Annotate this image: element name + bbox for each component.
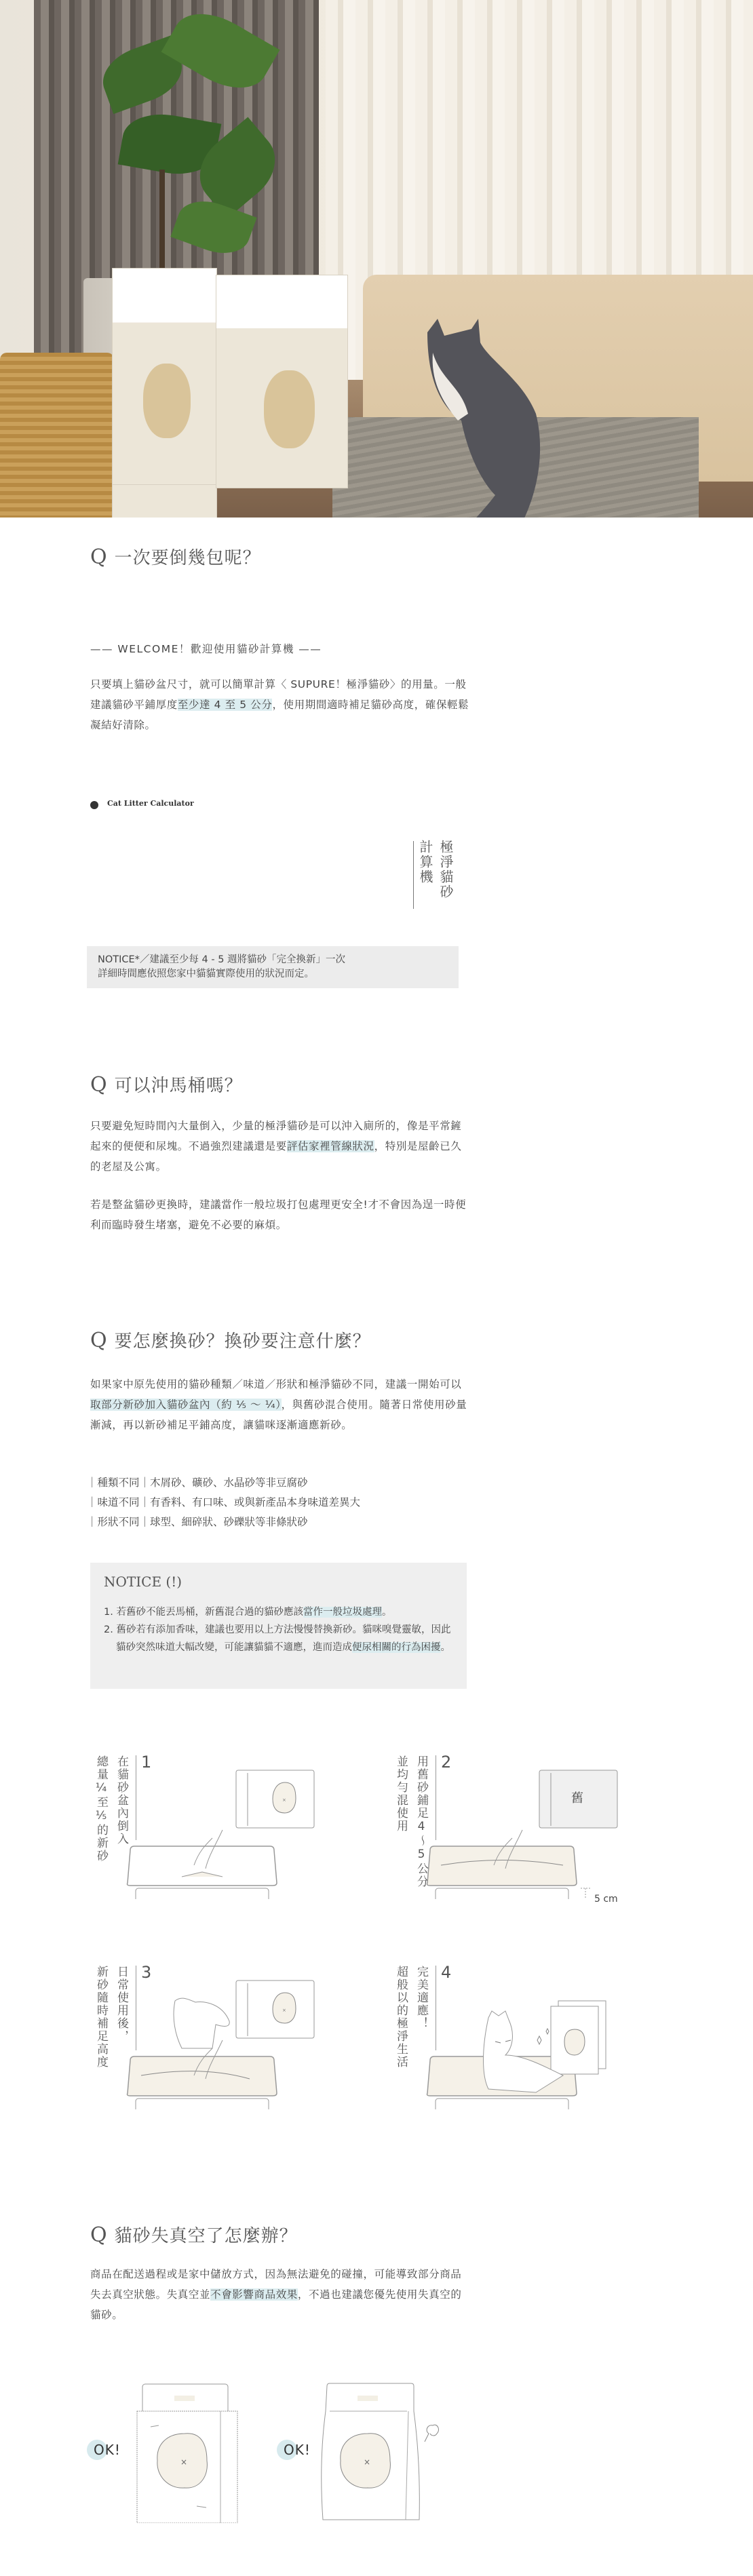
highlight-text: 不會影響商品效果 <box>210 2288 298 2301</box>
difference-list <box>87 1473 360 1532</box>
text: 只要避免短時間內大量倒入，少量的極淨貓砂是可以沖入廁所的，像是平常鏟起來的便便和尿塊。不過強烈建議還是要 <box>90 1120 462 1152</box>
question-text: 貓砂失真空了怎麼辦？ <box>114 2226 298 2246</box>
calculator-label: Cat Litter Calculator <box>107 799 194 808</box>
notice-title: NOTICE (!) <box>104 1574 182 1590</box>
question-text: 一次要倒幾包呢？ <box>114 548 261 568</box>
step-1 <box>87 1743 372 1899</box>
list-item <box>87 1493 360 1513</box>
measure-label: 5 cm <box>594 1894 618 1905</box>
text: 2. 舊砂若有添加香味，建議也要用以上方法慢慢替換新砂。貓咪嗅覺靈敏，因此貓砂突然味道大幅改變，可能讓貓貓不適應，進而造成 <box>104 1624 451 1653</box>
step-caption-1: 完美適應！ <box>414 1966 428 2030</box>
question-title <box>90 1072 243 1097</box>
question-title <box>90 1327 371 1352</box>
welcome-heading: —— WELCOME！歡迎使用貓砂計算機 —— <box>90 643 322 655</box>
step-caption-1: 在貓砂盆內倒入 <box>115 1755 128 1846</box>
text: 。 <box>381 1607 392 1618</box>
notice-line: NOTICE*／建議至少每 4 - 5 週將貓砂「完全換新」一次 <box>98 954 346 965</box>
step-caption-1: 用舊砂鋪足4〜5公分 <box>414 1755 428 1888</box>
label: ｜形狀不同｜ <box>87 1516 151 1528</box>
step-2 <box>387 1743 672 1905</box>
text: ，不過也建議您優先使用失真空的貓砂。 <box>90 2288 462 2321</box>
calculator-title-2: 計算機 <box>417 840 433 884</box>
q1-paragraph <box>90 674 470 735</box>
list-item <box>87 1513 360 1532</box>
ok-label: OK! <box>284 2442 311 2458</box>
svg-text:×: × <box>180 2457 188 2467</box>
text: 只要填上貓砂盆尺寸，就可以簡單計算〈 SUPURE！極淨貓砂〉的用量。一般建議貓砂平鋪厚度 <box>90 678 467 711</box>
highlight-text: 便尿相關的行為困擾 <box>352 1642 441 1653</box>
q-mark: Q <box>90 1329 108 1352</box>
q-mark: Q <box>90 2223 108 2247</box>
svg-text:×: × <box>282 2008 286 2013</box>
litter-box-illustration <box>387 1743 672 1899</box>
cat-photo <box>421 319 577 518</box>
step-caption-2: 並均勻混使用 <box>394 1755 408 1833</box>
step-number: 2 <box>441 1753 452 1772</box>
highlight-text: 取部分新砂加入貓砂盆內（約 ⅕ ～ ¼） <box>90 1399 282 1411</box>
woven-basket <box>0 353 114 518</box>
litter-box-illustration <box>87 1743 372 1899</box>
label: ｜味道不同｜ <box>87 1496 151 1508</box>
notice-item <box>104 1603 453 1621</box>
q3-paragraph <box>90 1374 470 1435</box>
step-caption-2: 超般以的極淨生活 <box>394 1966 408 2069</box>
q2-paragraph-2: 若是整盆貓砂更換時，建議當作一般垃圾打包處理更安全!才不會因為逞一時便利而臨時發生堵塞，避免不必要的麻煩。 <box>90 1198 467 1231</box>
question-title <box>90 544 261 569</box>
text: 。 <box>440 1642 450 1653</box>
notice-item <box>104 1621 453 1656</box>
litter-bag <box>216 275 348 488</box>
desc: 木屑砂、礦砂、水晶砂等非豆腐砂 <box>150 1477 308 1489</box>
air-puff-icon <box>422 2421 441 2444</box>
step-3 <box>87 1953 372 2109</box>
svg-text:×: × <box>282 1797 286 1803</box>
bullet-dot-icon <box>90 801 98 809</box>
litter-box-illustration <box>87 1953 372 2109</box>
question-text: 要怎麼換砂？換砂要注意什麼？ <box>114 1331 371 1352</box>
svg-text:×: × <box>364 2457 371 2467</box>
q4-paragraph <box>90 2264 470 2325</box>
q2-paragraph-1 <box>90 1116 470 1177</box>
notice-box <box>90 1563 467 1689</box>
highlight-text: 評估家裡管線狀況 <box>286 1140 374 1152</box>
old-litter-label: 舊 <box>571 1791 583 1806</box>
text: 1. 若舊砂不能丟馬桶，新舊混合過的貓砂應該 <box>104 1607 303 1618</box>
notice-line: 詳細時間應依照您家中貓貓實際使用的狀況而定。 <box>98 969 314 979</box>
calculator-title-1: 極淨貓砂 <box>438 840 454 899</box>
litter-box-illustration <box>387 1953 672 2109</box>
desc: 有香料、有口味、或與新產品本身味道差異大 <box>150 1496 361 1508</box>
desc: 球型、細碎狀、砂礫狀等非條狀砂 <box>150 1516 308 1528</box>
puffed-bag-icon <box>319 2381 427 2523</box>
question-text: 可以沖馬桶嗎？ <box>114 1076 243 1096</box>
highlight-text: 至少達 4 至 5 公分 <box>177 699 273 711</box>
step-number: 4 <box>441 1963 452 1982</box>
litter-bag <box>112 268 217 485</box>
ok-label: OK! <box>94 2442 121 2458</box>
q-mark: Q <box>90 545 108 569</box>
step-caption-1: 日常使用後， <box>115 1966 128 2043</box>
text: 商品在配送過程或是家中儲放方式，因為無法避免的碰撞，可能導致部分商品失去真空狀態。失真空並 <box>90 2268 462 2301</box>
question-title <box>90 2222 298 2247</box>
text: ，特別是屋齡已久的老屋及公寓。 <box>90 1140 462 1173</box>
flat-bag-icon <box>136 2381 244 2523</box>
notice-box <box>87 946 459 988</box>
highlight-text: 當作一般垃圾處理 <box>303 1607 382 1618</box>
list-item <box>87 1473 360 1493</box>
step-number: 1 <box>141 1753 152 1772</box>
step-caption-2: 總量¼至⅕的新砂 <box>94 1755 108 1862</box>
text: 如果家中原先使用的貓砂種類／味道／形狀和極淨貓砂不同，建議一開始可以 <box>90 1378 462 1390</box>
step-4 <box>387 1953 672 2109</box>
text: ，與舊砂混合使用。隨著日常使用砂量漸減，再以新砂補足平鋪高度，讓貓咪逐漸適應新砂。 <box>90 1399 467 1431</box>
step-number: 3 <box>141 1963 152 1982</box>
q-mark: Q <box>90 1073 108 1097</box>
step-caption-2: 新砂隨時補足高度 <box>94 1966 108 2069</box>
label: ｜種類不同｜ <box>87 1477 151 1489</box>
text: ，使用期間適時補足貓砂高度，確保輕鬆凝結好清除。 <box>90 699 469 731</box>
hero-photo <box>0 0 753 518</box>
divider <box>413 841 414 909</box>
